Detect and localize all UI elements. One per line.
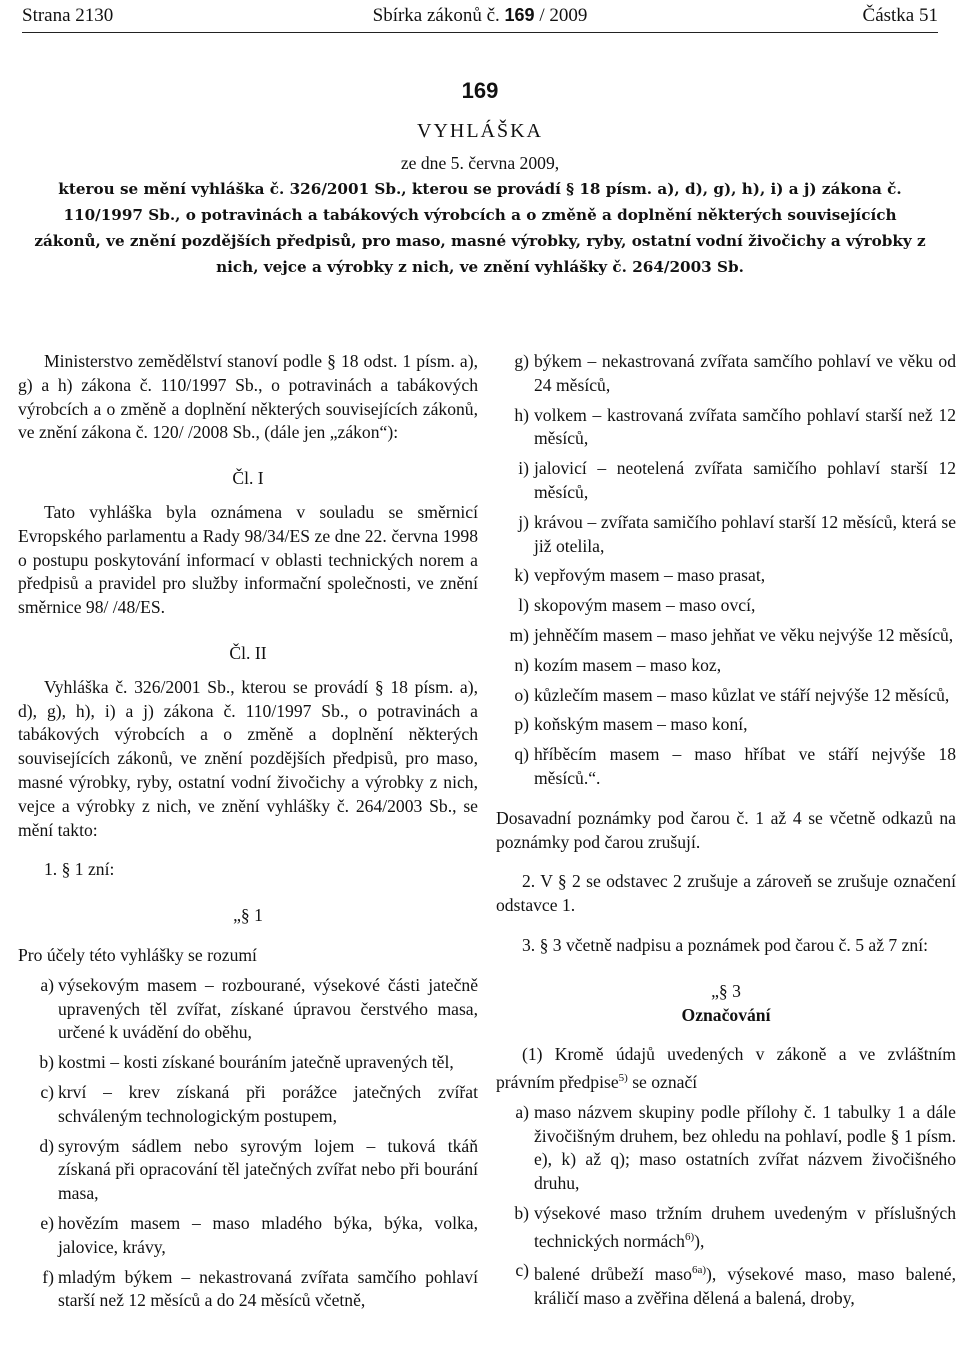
item-text: syrovým sádlem nebo syrovým lojem – tuková tkáň získaná při opracování těl jatečných zvířat nebo při bourání masa, — [58, 1135, 478, 1204]
article-1-heading: Čl. I — [232, 468, 264, 489]
list-item — [496, 1101, 956, 1196]
definitions-list-left — [18, 974, 478, 1313]
page-number: Strana 2130 — [22, 5, 114, 26]
section-3-title: Označování — [681, 1004, 771, 1025]
list-item — [18, 1135, 478, 1206]
item-mark: k) — [514, 565, 529, 586]
item-text: býkem – nekastrovaná zvířata samčího pohlaví ve věku od 24 měsíců, — [534, 351, 956, 395]
item-text: vepřovým masem – maso prasat, — [534, 565, 766, 586]
item-mark: b) — [39, 1052, 54, 1073]
labelling-list — [496, 1101, 956, 1311]
item-mark: n) — [514, 654, 529, 675]
regulation-type: VYHLÁŠKA — [417, 120, 543, 142]
item-mark: c) — [40, 1081, 54, 1102]
item-text: kůzlečím masem – maso kůzlat ve stáří nejvýše 12 měsíců, — [534, 684, 950, 705]
list-item — [496, 1202, 956, 1253]
list-item — [496, 404, 956, 452]
list-item — [496, 624, 956, 648]
point-1: 1. § 1 zní: — [44, 859, 115, 880]
preamble: Ministerstvo zemědělství stanoví podle § 18 odst. 1 písm. a), g) a h) zákona č. 110/1997 Sb., o potravinách a tabákových výrobcích a o změně a doplnění některých souvisejících zákonů, ve znění zákona č. 120/ /2008 Sb., (dále jen „zákon“): — [18, 351, 478, 443]
item-mark: b) — [514, 1202, 529, 1223]
item-text: výsekové maso tržním druhem uvedeným v příslušných technických normách — [534, 1202, 956, 1251]
footnotes-removal-paragraph: Dosavadní poznámky pod čarou č. 1 až 4 se včetně odkazů na poznámky pod čarou zrušují. — [496, 807, 956, 852]
item-mark: q) — [514, 744, 529, 765]
item-text: jalovicí – neotelená zvířata samičího pohlaví starší 12 měsíců, — [534, 458, 956, 502]
item-text: krávou – zvířata samičího pohlaví starší 12 měsíců, která se již otelila, — [534, 511, 956, 556]
regulation-date: ze dne 5. června 2009, — [400, 153, 560, 173]
item-mark: e) — [40, 1212, 54, 1233]
list-item — [18, 1266, 478, 1314]
paragraph-text: se označí — [627, 1071, 698, 1092]
footnote-reference: 6) — [684, 1230, 695, 1243]
item-mark: i) — [518, 458, 529, 479]
item-text: výsekovým masem – rozbourané, výsekové části jatečně upravených těl zvířat, získané úpravou čerstvého masa, určené k uvádění do oběhu, — [58, 974, 478, 1043]
list-item — [496, 743, 956, 791]
item-mark: p) — [514, 714, 529, 735]
list-item — [18, 1212, 478, 1260]
running-head — [22, 4, 938, 28]
item-text: balené drůbeží maso — [534, 1264, 692, 1285]
item-text-tail: ), — [694, 1230, 705, 1251]
item-mark: g) — [514, 351, 529, 371]
item-mark: h) — [514, 404, 529, 425]
item-text: jehněčím masem – maso jehňat ve věku nejvýše 12 měsíců, — [534, 624, 954, 645]
list-item — [496, 684, 956, 708]
list-item — [496, 350, 956, 398]
section-3-paragraph-1 — [496, 1043, 956, 1094]
article-2-text: Vyhláška č. 326/2001 Sb., kterou se provádí § 18 písm. a), d), g), h), i) a j) zákona č. 110/1997 Sb., o potravinách a tabákových výrobcích a o změně a doplnění některých souvisejících zákonů, ve znění pozdějších předpisů, pro maso, masné výrobky, ryby, ostatní vodní živočichy a výrobky z nich, vejce a výrobky z nich, ve znění vyhlášky č. 264/2003 Sb., se mění takto: — [18, 676, 478, 840]
section-3-heading: „§ 3 — [711, 980, 741, 1001]
left-column — [18, 350, 478, 1313]
item-text: skopovým masem – maso ovcí, — [534, 595, 756, 616]
item-text: hovězím masem – maso mladého býka, býka, volka, jalovice, krávy, — [58, 1212, 478, 1257]
definitions-intro: Pro účely této vyhlášky se rozumí — [18, 944, 257, 965]
title-block — [20, 76, 940, 280]
item-mark: a) — [40, 974, 54, 995]
item-mark: c) — [515, 1260, 529, 1281]
item-text: kozím masem – maso koz, — [534, 654, 722, 675]
header-divider — [22, 32, 938, 33]
article-1-text: Tato vyhláška byla oznámena v souladu se směrnicí Evropského parlamentu a Rady 98/34/ES ze dne 22. června 1998 o postupu poskytování informací v oblasti technických norem a předpisů a pravidel pro služby informační společnosti, ve znění směrnice 98/ /48/ES. — [18, 501, 478, 618]
article-2-heading: Čl. II — [229, 642, 267, 663]
item-text-tail: ), výsekové maso, maso balené, králičí maso a zvěřina dělená a balená, droby, — [534, 1264, 956, 1309]
list-item — [496, 654, 956, 678]
list-item — [496, 713, 956, 737]
item-text: volkem – kastrovaná zvířata samčího pohlaví starší než 12 měsíců, — [534, 404, 956, 449]
item-mark: j) — [518, 511, 529, 532]
collection-year: / 2009 — [539, 5, 588, 26]
item-text: koňským masem – maso koní, — [534, 714, 748, 735]
collection-reference — [22, 4, 938, 28]
list-item — [496, 594, 956, 618]
item-mark: a) — [515, 1101, 529, 1122]
item-mark: l) — [518, 595, 529, 616]
paragraph-text: (1) Kromě údajů uvedených v zákoně a ve zvláštním právním předpise — [496, 1044, 956, 1092]
item-mark: m) — [509, 624, 529, 645]
list-item — [18, 974, 478, 1045]
section-1-heading: „§ 1 — [233, 905, 263, 926]
issue-number: Částka 51 — [862, 5, 938, 26]
item-text: hříběcím masem – maso hříbat ve stáří nejvýše 18 měsíců.“. — [534, 744, 956, 788]
footnote-reference: 5) — [618, 1072, 628, 1085]
footnote-reference: 6a) — [691, 1264, 706, 1277]
list-item — [496, 511, 956, 559]
list-item — [496, 1259, 956, 1310]
item-mark: f) — [42, 1266, 54, 1287]
regulation-number: 169 — [461, 78, 499, 103]
point-3: 3. § 3 včetně nadpisu a poznámek pod čarou č. 5 až 7 zní: — [522, 934, 928, 955]
item-mark: o) — [514, 684, 529, 705]
definitions-list-right — [496, 350, 956, 791]
list-item — [496, 457, 956, 505]
item-text: kostmi – kosti získané bouráním jatečně upravených těl, — [58, 1052, 454, 1073]
item-text: mladým býkem – nekastrovaná zvířata samčího pohlaví starší než 12 měsíců a do 24 měsíců včetně, — [58, 1266, 478, 1311]
collection-number: 169 — [504, 5, 535, 25]
regulation-subject: kterou se mění vyhláška č. 326/2001 Sb., kterou se provádí § 18 písm. a), d), g), h), i) a j) zákona č. 110/1997 Sb., o potravinách a tabákových výrobcích a o změně a doplnění některých souvisejících zákonů, ve znění pozdějších předpisů, pro maso, masné výrobky, ryby, ostatní vodní živočichy a výrobky z nich, vejce a výrobky z nich, ve znění vyhlášky č. 264/2003 Sb. — [34, 180, 926, 276]
list-item — [496, 564, 956, 588]
list-item — [18, 1081, 478, 1129]
collection-prefix: Sbírka zákonů č. — [372, 5, 500, 26]
item-text: krví – krev získaná při porážce jatečných zvířat schváleným technologickým postupem, — [58, 1081, 478, 1126]
right-column — [496, 350, 956, 1311]
item-text: maso názvem skupiny podle přílohy č. 1 tabulky 1 a dále živočišným druhem, bez ohledu na pohlaví, podle § 1 písm. e), k) až q); maso ostatních zvířat názvem živočišného druhu, — [534, 1101, 956, 1194]
item-mark: d) — [39, 1135, 54, 1156]
list-item — [18, 1051, 478, 1075]
point-2: 2. V § 2 se odstavec 2 zrušuje a zároveň se zrušuje označení odstavce 1. — [496, 871, 956, 916]
